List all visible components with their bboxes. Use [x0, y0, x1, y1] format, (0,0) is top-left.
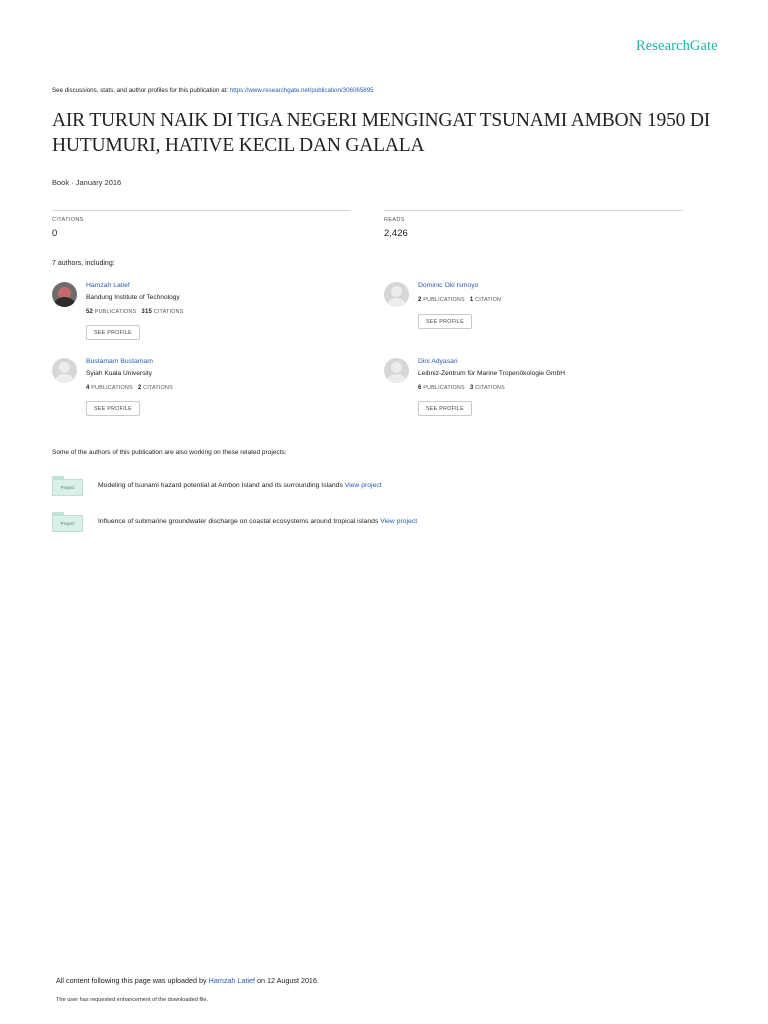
- project-title: Influence of submarine groundwater discharge on coastal ecosystems around tropical islands: [98, 518, 381, 525]
- authors-heading: 7 authors, including:: [52, 260, 115, 267]
- publication-url-link[interactable]: https://www.researchgate.net/publication/306065895: [229, 87, 374, 94]
- view-project-link[interactable]: View project: [344, 482, 382, 489]
- author-name-link[interactable]: Dominic Oki Ismoyo: [418, 282, 479, 289]
- author-card: [52, 358, 352, 428]
- publication-meta: Book · January 2016: [52, 178, 122, 187]
- author-counts: 4 PUBLICATIONS 2 CITATIONS: [86, 385, 173, 391]
- publication-title: AIR TURUN NAIK DI TIGA NEGERI MENGINGAT TSUNAMI AMBON 1950 DI HUTUMURI, HATIVE KECIL DAN GALALA: [52, 110, 711, 156]
- see-profile-button[interactable]: SEE PROFILE: [418, 401, 472, 416]
- project-title: Modeling of tsunami hazard potential at Ambon Island and its surrounding Islands: [98, 482, 345, 489]
- author-counts: 52 PUBLICATIONS 315 CITATIONS: [86, 309, 184, 315]
- see-profile-button[interactable]: SEE PROFILE: [86, 401, 140, 416]
- author-card: [384, 282, 684, 352]
- uploader-link[interactable]: Hamzah Latief: [208, 976, 255, 985]
- related-projects-heading: Some of the authors of this publication are also working on these related projects:: [52, 449, 287, 456]
- upload-prefix: All content following this page was uploaded by: [56, 976, 209, 985]
- author-institution: Leibniz-Zentrum für Marine Tropenökologie GmbH: [418, 370, 565, 377]
- upload-suffix: on 12 August 2016.: [254, 976, 319, 985]
- project-text: [98, 482, 382, 489]
- citations-value: 0: [52, 228, 58, 239]
- discussion-line: [52, 87, 374, 94]
- author-avatar-placeholder-icon[interactable]: [384, 358, 409, 383]
- author-counts: 2 PUBLICATIONS 1 CITATION: [418, 297, 502, 303]
- discussion-prefix: See discussions, stats, and author profiles for this publication at:: [52, 87, 230, 94]
- author-avatar-placeholder-icon[interactable]: [52, 358, 77, 383]
- reads-label: READS: [384, 217, 405, 223]
- author-institution: Syiah Kuala University: [86, 370, 152, 377]
- view-project-link[interactable]: View project: [380, 518, 418, 525]
- project-folder-label: Project: [52, 479, 83, 496]
- upload-note: [56, 976, 319, 985]
- researchgate-logo[interactable]: ResearchGate: [636, 38, 718, 54]
- citations-label: CITATIONS: [52, 217, 84, 223]
- reads-value: 2,426: [384, 228, 408, 239]
- enhancement-note: The user has requested enhancement of the downloaded file.: [56, 997, 209, 1003]
- project-folder-icon[interactable]: [52, 476, 83, 496]
- author-name-link[interactable]: Dini Adyasari: [418, 358, 458, 365]
- reads-divider: [384, 210, 683, 211]
- author-name-link[interactable]: Bustamam Bustamam: [86, 358, 153, 365]
- author-card: [52, 282, 352, 352]
- author-institution: Bandung Institute of Technology: [86, 294, 180, 301]
- author-name-link[interactable]: Hamzah Latief: [86, 282, 130, 289]
- see-profile-button[interactable]: SEE PROFILE: [86, 325, 140, 340]
- related-project-item: [52, 510, 672, 532]
- citations-divider: [52, 210, 351, 211]
- author-counts: 6 PUBLICATIONS 3 CITATIONS: [418, 385, 505, 391]
- project-folder-label: Project: [52, 515, 83, 532]
- project-folder-icon[interactable]: [52, 512, 83, 532]
- author-avatar[interactable]: [52, 282, 77, 307]
- related-project-item: [52, 474, 672, 496]
- see-profile-button[interactable]: SEE PROFILE: [418, 314, 472, 329]
- author-card: [384, 358, 684, 428]
- author-avatar-placeholder-icon[interactable]: [384, 282, 409, 307]
- project-text: [98, 518, 417, 525]
